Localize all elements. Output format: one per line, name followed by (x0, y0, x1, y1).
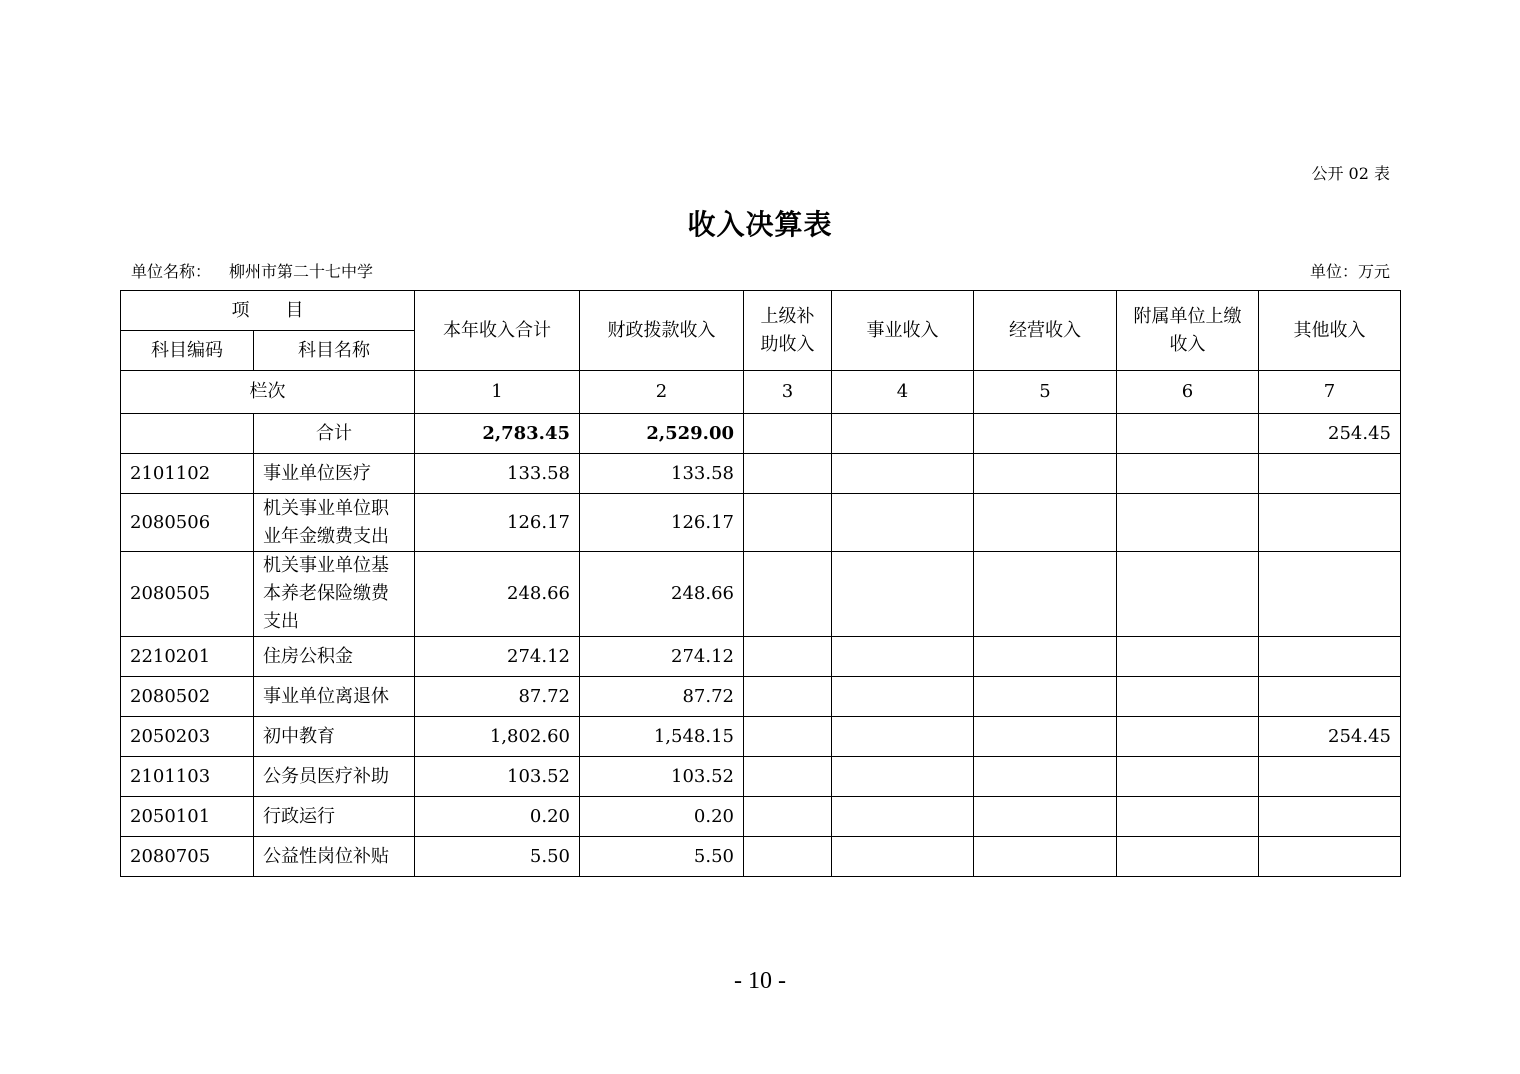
header-superior-subsidy: 上级补助收入 (744, 291, 832, 371)
amount-cell (1117, 717, 1259, 757)
amount-cell (1259, 454, 1401, 494)
amount-cell: 0.20 (415, 797, 580, 837)
subject-name: 事业单位医疗 (254, 454, 415, 494)
amount-cell: 254.45 (1259, 717, 1401, 757)
header-total-income: 本年收入合计 (415, 291, 580, 371)
header-other-income: 其他收入 (1259, 291, 1401, 371)
total-value: 2,529.00 (580, 414, 744, 454)
table-row (121, 717, 1401, 757)
header-subject-code: 科目编码 (121, 331, 254, 371)
form-number: 公开 02 表 (1311, 164, 1390, 183)
amount-cell (744, 717, 832, 757)
amount-cell (974, 717, 1117, 757)
table-row (121, 677, 1401, 717)
subject-code: 2101103 (121, 757, 254, 797)
amount-cell: 274.12 (580, 637, 744, 677)
subject-code: 2050203 (121, 717, 254, 757)
subject-name: 机关事业单位基本养老保险缴费支出 (254, 552, 415, 637)
amount-cell (832, 552, 974, 637)
amount-cell (1117, 837, 1259, 877)
subject-code: 2080505 (121, 552, 254, 637)
amount-cell (744, 454, 832, 494)
amount-cell: 248.66 (580, 552, 744, 637)
amount-cell (744, 677, 832, 717)
subject-code: 2080506 (121, 494, 254, 552)
amount-cell (1259, 637, 1401, 677)
subject-code: 2080705 (121, 837, 254, 877)
header-fiscal-appropriation: 财政拨款收入 (580, 291, 744, 371)
table-row (121, 454, 1401, 494)
amount-cell (1259, 552, 1401, 637)
amount-cell (744, 552, 832, 637)
column-index-number: 6 (1117, 371, 1259, 414)
total-code-cell (121, 414, 254, 454)
subject-code: 2210201 (121, 637, 254, 677)
amount-cell (974, 757, 1117, 797)
amount-cell: 0.20 (580, 797, 744, 837)
amount-cell (1117, 757, 1259, 797)
table-row (121, 552, 1401, 637)
amount-cell (1117, 797, 1259, 837)
header-business-income: 事业收入 (832, 291, 974, 371)
amount-cell (1117, 552, 1259, 637)
amount-cell (832, 797, 974, 837)
column-index-number: 5 (974, 371, 1117, 414)
amount-cell (974, 637, 1117, 677)
amount-cell (1259, 494, 1401, 552)
amount-cell: 126.17 (415, 494, 580, 552)
amount-cell (974, 454, 1117, 494)
page-number: - 10 - (734, 968, 786, 994)
column-index-number: 2 (580, 371, 744, 414)
amount-cell: 133.58 (415, 454, 580, 494)
total-value (832, 414, 974, 454)
amount-cell (832, 837, 974, 877)
amount-cell: 133.58 (580, 454, 744, 494)
amount-cell (1117, 494, 1259, 552)
subject-name: 公益性岗位补贴 (254, 837, 415, 877)
table-row (121, 494, 1401, 552)
header-subject-name: 科目名称 (254, 331, 415, 371)
amount-cell: 1,548.15 (580, 717, 744, 757)
total-label: 合计 (254, 414, 415, 454)
amount-cell (832, 637, 974, 677)
amount-cell (832, 717, 974, 757)
header-item: 项 目 (121, 291, 415, 331)
amount-cell (1117, 454, 1259, 494)
total-value (744, 414, 832, 454)
subject-code: 2080502 (121, 677, 254, 717)
page-title: 收入决算表 (687, 208, 833, 241)
subject-name: 住房公积金 (254, 637, 415, 677)
amount-cell: 5.50 (415, 837, 580, 877)
table-row (121, 797, 1401, 837)
header-affiliated-payment: 附属单位上缴收入 (1117, 291, 1259, 371)
amount-cell: 248.66 (415, 552, 580, 637)
column-index-number: 1 (415, 371, 580, 414)
amount-cell (974, 677, 1117, 717)
subject-code: 2050101 (121, 797, 254, 837)
amount-cell (1117, 637, 1259, 677)
column-index-number: 4 (832, 371, 974, 414)
unit-name-line (131, 259, 373, 282)
amount-cell (832, 677, 974, 717)
amount-cell (974, 837, 1117, 877)
amount-cell (744, 797, 832, 837)
amount-cell: 103.52 (580, 757, 744, 797)
amount-cell (744, 494, 832, 552)
amount-cell (744, 837, 832, 877)
column-index-number: 3 (744, 371, 832, 414)
header-operating-income: 经营收入 (974, 291, 1117, 371)
amount-cell (832, 757, 974, 797)
currency-unit: 单位：万元 (1309, 262, 1390, 281)
amount-cell (1259, 757, 1401, 797)
amount-cell (1259, 797, 1401, 837)
total-value (1117, 414, 1259, 454)
amount-cell (1117, 677, 1259, 717)
amount-cell: 87.72 (415, 677, 580, 717)
amount-cell (974, 797, 1117, 837)
amount-cell: 1,802.60 (415, 717, 580, 757)
amount-cell (974, 552, 1117, 637)
amount-cell: 103.52 (415, 757, 580, 797)
amount-cell (1259, 837, 1401, 877)
subject-name: 行政运行 (254, 797, 415, 837)
subject-name: 公务员医疗补助 (254, 757, 415, 797)
amount-cell (1259, 677, 1401, 717)
amount-cell (832, 454, 974, 494)
amount-cell: 87.72 (580, 677, 744, 717)
amount-cell (744, 637, 832, 677)
subject-name: 事业单位离退休 (254, 677, 415, 717)
total-value: 2,783.45 (415, 414, 580, 454)
subject-name: 初中教育 (254, 717, 415, 757)
amount-cell: 274.12 (415, 637, 580, 677)
amount-cell (744, 757, 832, 797)
total-row (121, 414, 1401, 454)
table-row (121, 637, 1401, 677)
total-value: 254.45 (1259, 414, 1401, 454)
amount-cell: 5.50 (580, 837, 744, 877)
unit-name-label: 单位名称： (131, 262, 212, 281)
amount-cell (974, 494, 1117, 552)
unit-name-value: 柳州市第二十七中学 (229, 262, 374, 281)
income-statement-table (120, 290, 1401, 877)
subject-code: 2101102 (121, 454, 254, 494)
total-value (974, 414, 1117, 454)
subject-name: 机关事业单位职业年金缴费支出 (254, 494, 415, 552)
table-row (121, 837, 1401, 877)
amount-cell: 126.17 (580, 494, 744, 552)
column-index-number: 7 (1259, 371, 1401, 414)
column-index-label: 栏次 (121, 371, 415, 414)
table-row (121, 757, 1401, 797)
amount-cell (832, 494, 974, 552)
